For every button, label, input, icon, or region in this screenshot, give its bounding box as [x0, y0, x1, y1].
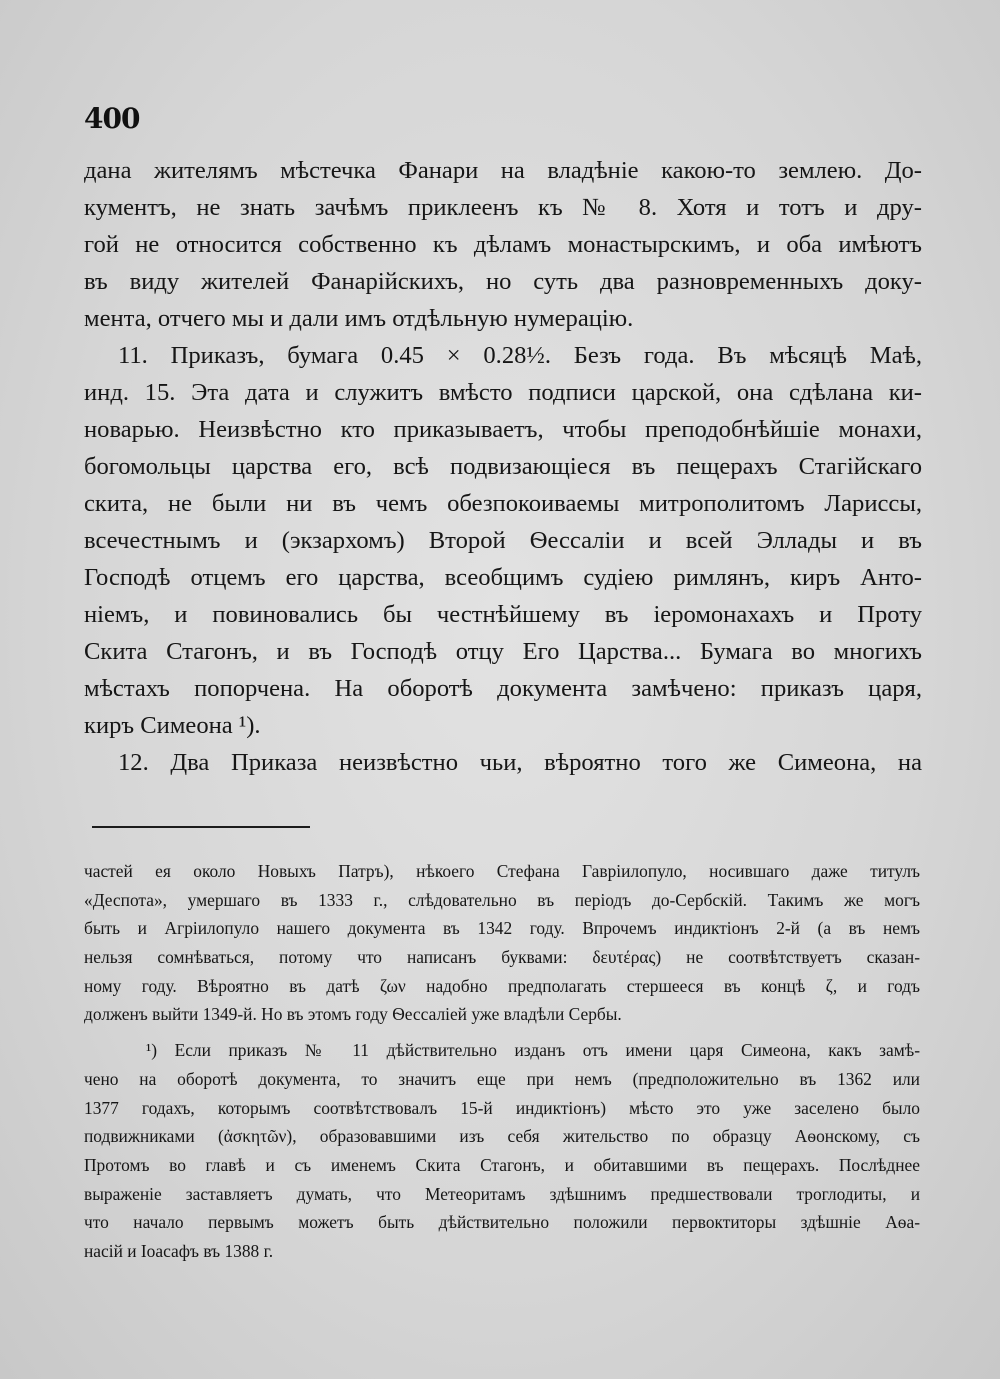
- text-line: 11. Приказъ, бумага 0.45 × 0.28½. Безъ года. Въ мѣсяцѣ Маѣ,: [118, 342, 922, 369]
- text-line: гой не относится собственно къ дѣламъ монастырскимъ, и оба имѣютъ: [84, 231, 922, 258]
- text-line: 12. Два Приказа неизвѣстно чьи, вѣроятно того же Симеона, на: [118, 749, 922, 776]
- text-line: всечестнымъ и (экзархомъ) Второй Ѳессаліи и всей Эллады и въ: [84, 527, 922, 554]
- footnote-line: частей ея около Новыхъ Патръ), нѣкоего Стефана Гавріилопуло, носившаго даже титулъ: [84, 861, 920, 881]
- footnote-line: долженъ выйти 1349-й. Но въ этомъ году Ѳессаліей уже владѣли Сербы.: [84, 1004, 622, 1025]
- footnote-line: нельзя сомнѣваться, потому что написанъ буквами: δευτέρας) не соотвѣтствуетъ сказан-: [84, 947, 920, 968]
- footnotes: [84, 857, 920, 1266]
- footnote-1-line: выраженіе заставляетъ думать, что Метеоритамъ здѣшнимъ предшествовали троглодиты, и: [84, 1183, 920, 1204]
- footnote-gap: [84, 1029, 920, 1036]
- footnote-divider: [92, 826, 310, 828]
- text-line: новарью. Неизвѣстно кто приказываетъ, чтобы преподобнѣйшіе монахи,: [84, 416, 922, 443]
- text-line: мѣстахъ попорчена. На оборотѣ документа замѣчено: приказъ царя,: [84, 675, 922, 702]
- main-text: [84, 152, 922, 781]
- footnote-1-line: ¹) Если приказъ № 11 дѣйствительно изданъ отъ имени царя Симеона, какъ замѣ-: [146, 1040, 920, 1061]
- footnote-line: «Деспота», умершаго въ 1333 г., слѣдовательно въ періодъ до-Сербскій. Такимъ же могъ: [84, 889, 920, 910]
- text-line: Скита Стагонъ, и въ Господѣ отцу Его Царства... Бумага во многихъ: [84, 638, 922, 665]
- text-line: въ виду жителей Фанарійскихъ, но суть два разновременныхъ доку-: [84, 268, 922, 295]
- footnote-1-line: подвижниками (ἀσκητῶν), образовавшими изъ себя жительство по образцу Аѳонскому, съ: [84, 1126, 920, 1147]
- text-line: скита, не были ни въ чемъ обезпокоиваемы митрополитомъ Лариссы,: [84, 490, 922, 517]
- footnote-1-line: что начало первымъ можетъ быть дѣйствительно положили первоктиторы здѣшніе Аѳа-: [84, 1212, 920, 1233]
- footnote-1-line: 1377 годахъ, которымъ соотвѣтствовалъ 15-й индиктіонъ) мѣсто это уже заселено было: [84, 1097, 920, 1118]
- footnote-1-line: Протомъ во главѣ и съ именемъ Скита Стагонъ, и обитавшими въ пещерахъ. Послѣднее: [84, 1154, 920, 1175]
- footnote-1-line: чено на оборотѣ документа, то значитъ еще при немъ (предположительно въ 1362 или: [84, 1068, 920, 1089]
- page-number: 400: [84, 102, 140, 135]
- text-line: Господѣ отцемъ его царства, всеобщимъ судіею римлянъ, киръ Анто-: [84, 564, 922, 591]
- text-line: инд. 15. Эта дата и служитъ вмѣсто подписи царской, она сдѣлана ки-: [84, 379, 922, 406]
- text-line: ніемъ, и повиновались бы честнѣйшему въ іеромонахахъ и Проту: [84, 601, 922, 628]
- text-line: кументъ, не знать зачѣмъ приклеенъ къ № 8. Хотя и тотъ и дру-: [84, 194, 922, 221]
- text-line: киръ Симеона ¹).: [84, 712, 261, 739]
- footnote-1-line: насій и Іоасафъ въ 1388 г.: [84, 1240, 274, 1261]
- text-line: мента, отчего мы и дали имъ отдѣльную нумерацію.: [84, 305, 634, 332]
- footnote-line: ному году. Вѣроятно въ датѣ ζων надобно предполагать стершееся въ концѣ ζ, и годъ: [84, 975, 920, 996]
- footnote-line: быть и Агріилопуло нашего документа въ 1342 году. Впрочемъ индиктіонъ 2-й (а въ немъ: [84, 918, 920, 939]
- text-line: дана жителямъ мѣстечка Фанари на владѣніе какою-то землею. До-: [84, 157, 922, 184]
- text-line: богомольцы царства его, всѣ подвизающіеся въ пещерахъ Стагійскаго: [84, 453, 922, 480]
